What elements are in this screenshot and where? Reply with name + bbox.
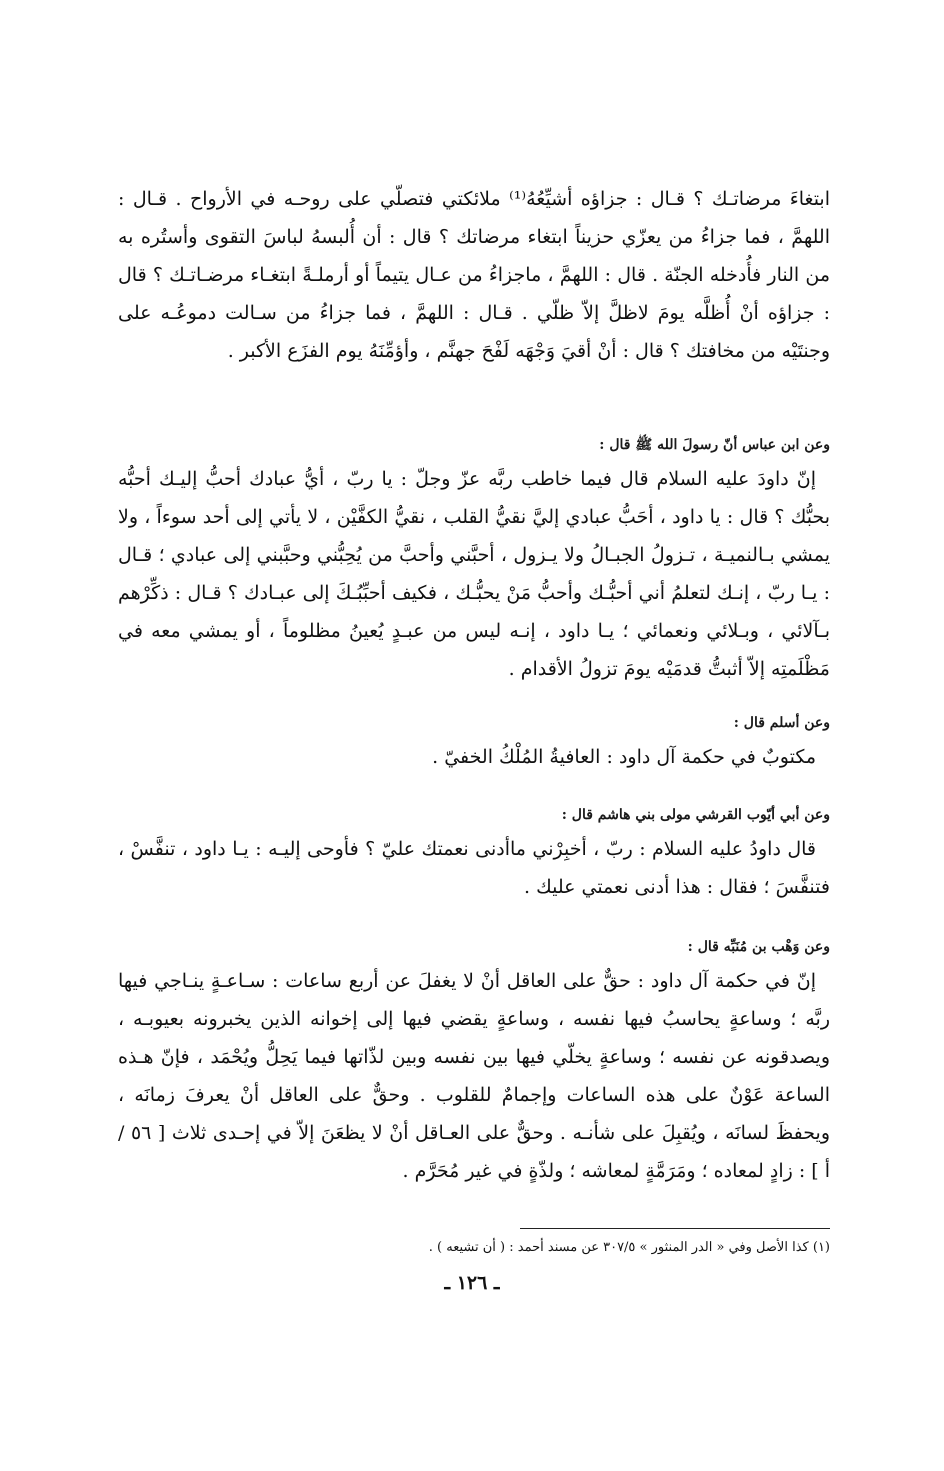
opening-paragraph: ابتغاءَ مرضاتـك ؟ قـال : جزاؤه أشيِّعُهُ⁽¹⁾ ملائكتي فتصلّي على روحـه في الأرواح . قـال : اللهمَّ ، فما جزاءُ من يعزّي حزيناً ابتغاء مرضاتك ؟ قال : أن أُلبسهُ لباسَ التقوى وأستُره به من النار فأُدخله الجنّة . قال : اللهمَّ ، ماجزاءُ من عـال يتيماً أو أرملـةً ابتغـاء مرضـاتـك ؟ قال : جزاؤه أنْ أُظلَّه يومَ لاظلَّ إلاّ ظلّي . قـال : اللهمَّ ، فما جزاءُ من سـالت دموعُـه على وجنتَيْه من مخافتك ؟ قال : أنْ أقيَ وَجْهَه لَفْحَ جهنَّم ، وأؤمِّنَهُ يوم الفزَع الأكبر .: [118, 188, 830, 362]
section-text: مكتوبٌ في حكمة آل داود : العافيةُ المُلْكُ الخفيّ .: [432, 746, 816, 768]
opening-paragraph-block: [118, 180, 830, 370]
section-text: إنّ داودَ عليه السلام قال فيما خاطب ربَّه عزّ وجلّ : يا ربّ ، أيُّ عبادك أحبُّ إليـك أحبُّه بحبُّك ؟ قال : يا داود ، أحَبُّ عبادي إليَّ نقيُّ القلب ، نقيُّ الكفَّيْن ، لا يأتي إلى أحد سوءاً ، ولا يمشي بـالنميـة ، تـزولُ الجبـالُ ولا يـزول ، أحبَّني وأحبَّ من يُحِبُّني وحبَّبني إلى عبادي ؛ قـال : يـا ربّ ، إنـك لتعلمُ أني أحبُّـك وأحبُّ مَنْ يحبُّـك ، فكيف أحبِّبُـكَ إلى عبـادك ؟ قـال : ذكِّرْهم بـآلائي ، وبـلائي ونعمائي ؛ يـا داود ، إنـه ليس من عبـدٍ يُعينُ مظلوماً ، أو يمشي معه في مَظْلَمتِه إلاّ أثبتُّ قدمَيْه يومَ تزولُ الأقدام .: [118, 468, 830, 680]
narrator-line: وعن وَهْب بن مُنَبِّه قال :: [687, 939, 830, 955]
section-aslam: [118, 712, 830, 776]
footnote-divider: [520, 1228, 830, 1229]
narrator-line: وعن أبي أيّوب القرشي مولى بني هاشم قال :: [561, 807, 830, 823]
section-ibn-abbas: [118, 434, 830, 688]
narrator-line: وعن أسلم قال :: [733, 715, 830, 731]
page-number: ـ ١٢٦ ـ: [444, 1272, 500, 1294]
section-text: إنّ في حكمة آل داود : حقٌّ على العاقل أنْ لا يغفلَ عن أربع ساعات : سـاعـةٍ ينـاجي فيها ربَّه ؛ وساعةٍ يحاسبُ فيها نفسه ، وساعةٍ يقضي فيها إلى إخوانه الذين يخبرونه بعيوبـه ، ويصدقونه عن نفسه ؛ وساعةٍ يخلّي فيها بين نفسه وبين لذّاتها فيما يَحِلُّ ويُحْمَد ، فإنّ هـذه الساعة عَوْنٌ على هذه الساعات وإجمامٌ للقلوب . وحقٌّ على العاقل أنْ يعرفَ زمانَه ، ويحفظَ لسانَه ، ويُقبِلَ على شأنـه . وحقٌّ على العـاقل أنْ لا يظعَنَ إلاّ في إحـدى ثلاث [ ٥٦ / أ ] : زادٍ لمعاده ؛ ومَرَمَّةٍ لمعاشه ؛ ولذّةٍ في غير مُحَرَّم .: [118, 970, 830, 1182]
section-text: قال داودُ عليه السلام : ربّ ، أخبِرْني ماأدنى نعمتك عليّ ؟ فأوحى إليـه : يـا داود ، تنفَّسْ ، فتنفَّسَ ؛ فقال : هذا أدنى نعمتي عليك .: [118, 838, 830, 898]
section-wahb: [118, 936, 830, 1190]
section-abu-ayyub: [118, 804, 830, 906]
narrator-line: وعن ابن عباس أنّ رسولَ الله ﷺ قال :: [599, 437, 830, 453]
footnote: (١) كذا الأصل وفي « الدر المنثور » ٣٠٧/٥ عن مسند أحمد : ( أن تشيعه ) .: [428, 1240, 830, 1255]
